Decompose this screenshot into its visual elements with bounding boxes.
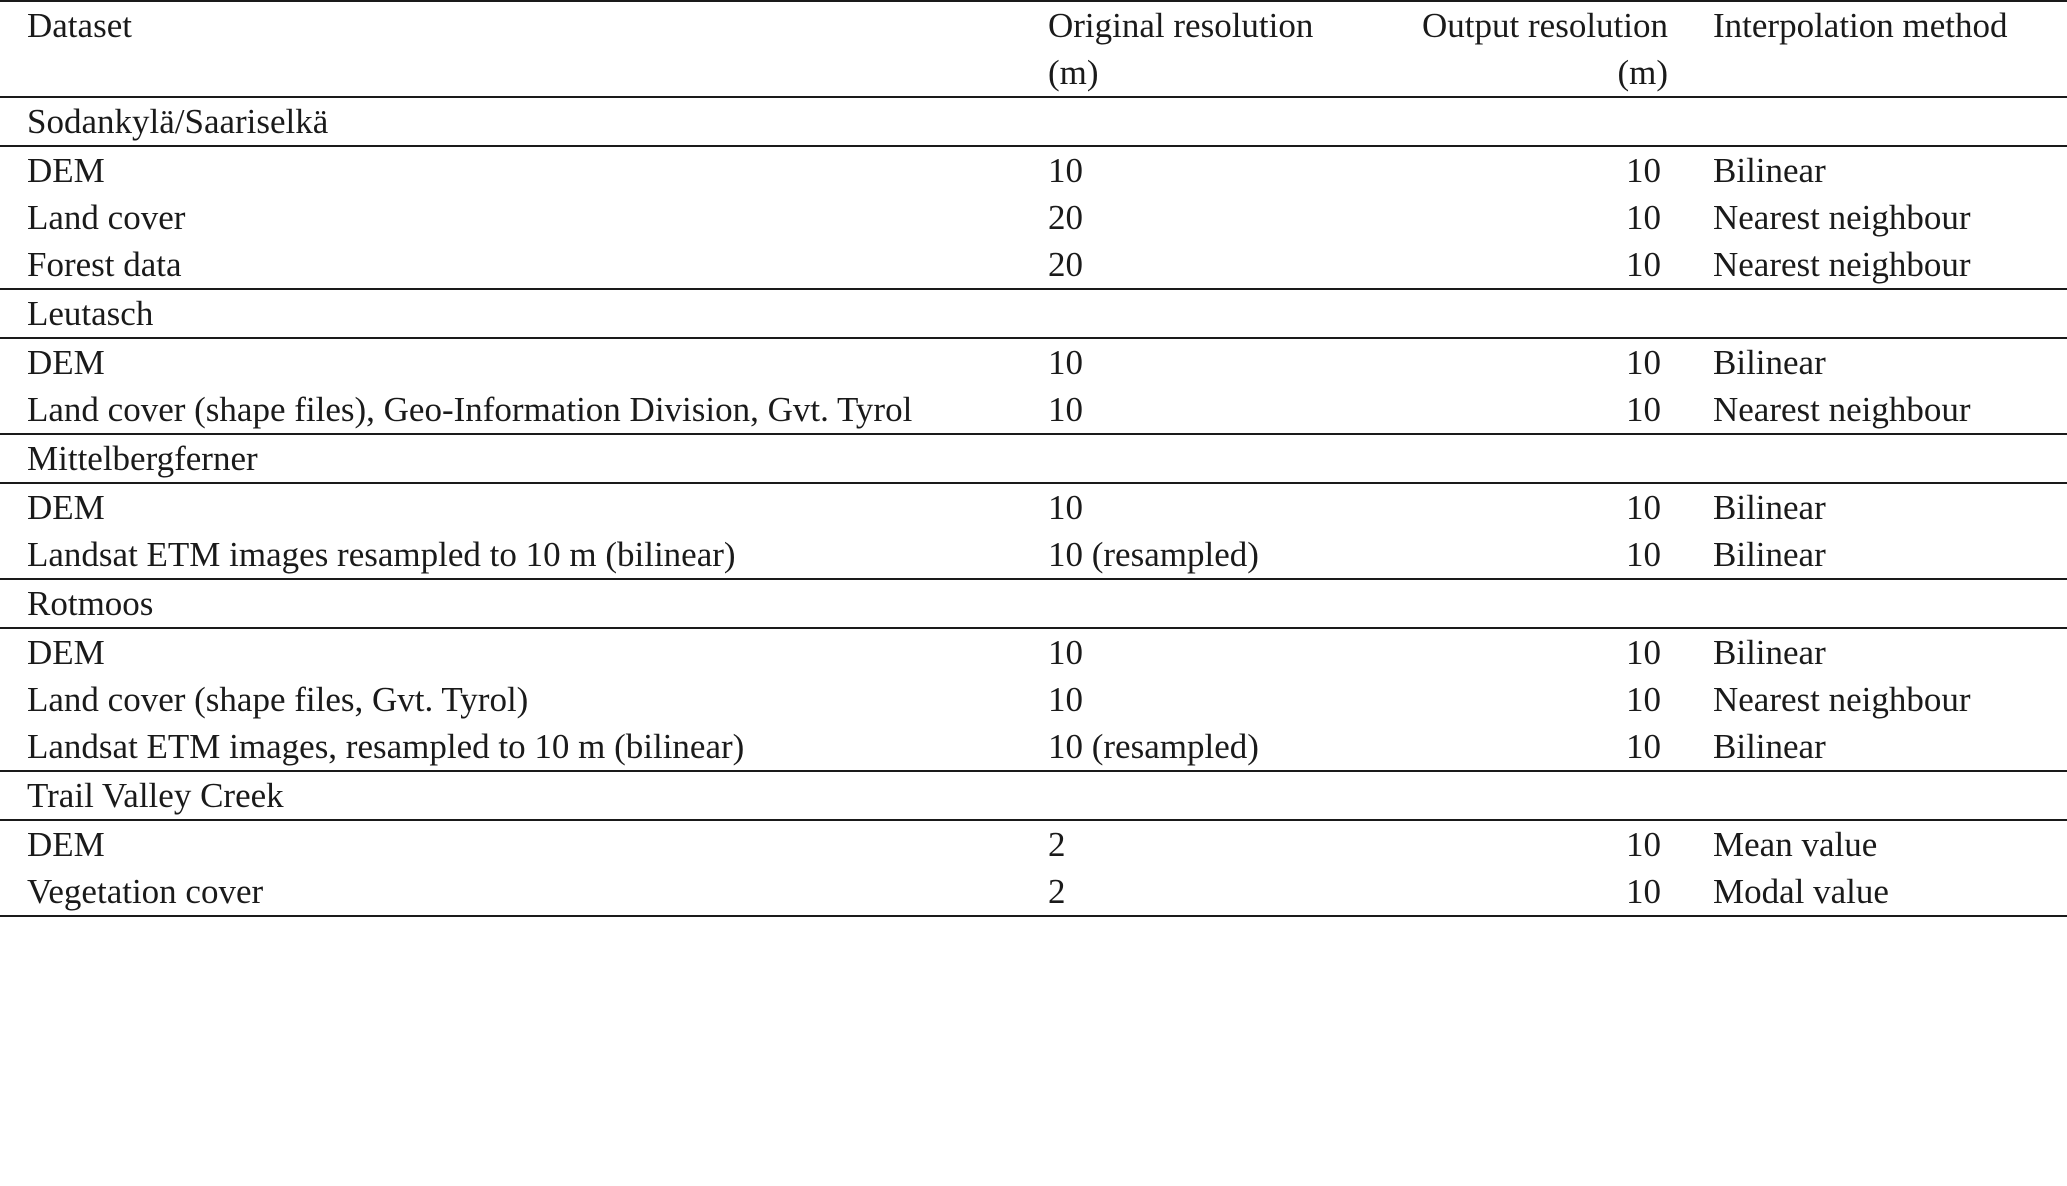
output-resolution-cell: 10 <box>1626 151 1661 190</box>
dataset-cell: Land cover <box>27 198 186 237</box>
interpolation-method-cell: Nearest neighbour <box>1713 245 1971 284</box>
group-header-row <box>0 579 2067 628</box>
table-row <box>0 628 2067 676</box>
interpolation-method-cell: Nearest neighbour <box>1713 390 1971 429</box>
original-resolution-cell: 2 <box>1048 825 1066 864</box>
header-original-resolution-text: Original resolution (m) <box>1048 6 1314 92</box>
group-header-row <box>0 434 2067 483</box>
dataset-cell: Landsat ETM images resampled to 10 m (bilinear) <box>27 535 736 574</box>
original-resolution-cell: 20 <box>1048 198 1083 237</box>
interpolation-method-cell: Bilinear <box>1713 727 1826 766</box>
interpolation-method-cell: Bilinear <box>1713 151 1826 190</box>
group-header-row <box>0 289 2067 338</box>
table-header-row <box>0 1 2067 97</box>
dataset-cell: Landsat ETM images, resampled to 10 m (bilinear) <box>27 727 745 766</box>
original-resolution-cell: 2 <box>1048 872 1066 911</box>
table-row <box>0 676 2067 723</box>
output-resolution-cell: 10 <box>1626 198 1661 237</box>
dataset-cell: DEM <box>27 343 105 382</box>
original-resolution-cell: 10 <box>1048 488 1083 527</box>
group-name: Mittelbergferner <box>27 439 258 478</box>
group-header-row <box>0 771 2067 820</box>
output-resolution-cell: 10 <box>1626 488 1661 527</box>
original-resolution-cell: 10 <box>1048 680 1083 719</box>
dataset-cell: Forest data <box>27 245 182 284</box>
output-resolution-cell: 10 <box>1626 825 1661 864</box>
dataset-cell: Vegetation cover <box>27 872 264 911</box>
group-name: Sodankylä/Saariselkä <box>27 102 329 141</box>
dataset-cell: DEM <box>27 825 105 864</box>
interpolation-method-cell: Nearest neighbour <box>1713 198 1971 237</box>
interpolation-method-cell: Bilinear <box>1713 343 1826 382</box>
table-row <box>0 338 2067 386</box>
interpolation-method-cell: Mean value <box>1713 825 1878 864</box>
dataset-cell: Land cover (shape files), Geo-Information Division, Gvt. Tyrol <box>27 390 913 429</box>
header-dataset: Dataset <box>27 6 132 45</box>
table-row <box>0 241 2067 289</box>
group-header-row <box>0 97 2067 146</box>
interpolation-method-cell: Bilinear <box>1713 535 1826 574</box>
interpolation-method-cell: Modal value <box>1713 872 1889 911</box>
original-resolution-cell: 10 (resampled) <box>1048 535 1259 574</box>
table-row <box>0 820 2067 868</box>
original-resolution-cell: 10 <box>1048 390 1083 429</box>
table-row <box>0 531 2067 579</box>
output-resolution-cell: 10 <box>1626 727 1661 766</box>
dataset-cell: DEM <box>27 151 105 190</box>
output-resolution-cell: 10 <box>1626 245 1661 284</box>
group-name: Leutasch <box>27 294 154 333</box>
table-row <box>0 146 2067 194</box>
table-row <box>0 868 2067 916</box>
table-row <box>0 723 2067 771</box>
table-row <box>0 483 2067 531</box>
dataset-cell: Land cover (shape files, Gvt. Tyrol) <box>27 680 529 719</box>
output-resolution-cell: 10 <box>1626 390 1661 429</box>
original-resolution-cell: 10 <box>1048 151 1083 190</box>
output-resolution-cell: 10 <box>1626 633 1661 672</box>
output-resolution-cell: 10 <box>1626 680 1661 719</box>
dataset-cell: DEM <box>27 488 105 527</box>
header-original-resolution <box>1048 1 1378 97</box>
output-resolution-cell: 10 <box>1626 872 1661 911</box>
header-interpolation-method: Interpolation method <box>1713 6 2008 45</box>
output-resolution-cell: 10 <box>1626 535 1661 574</box>
group-name: Trail Valley Creek <box>27 776 284 815</box>
original-resolution-cell: 20 <box>1048 245 1083 284</box>
interpolation-method-cell: Nearest neighbour <box>1713 680 1971 719</box>
interpolation-method-cell: Bilinear <box>1713 488 1826 527</box>
header-output-resolution-text: Output resolution (m) <box>1422 6 1668 92</box>
dataset-cell: DEM <box>27 633 105 672</box>
header-output-resolution <box>1378 1 1713 97</box>
interpolation-method-cell: Bilinear <box>1713 633 1826 672</box>
group-name: Rotmoos <box>27 584 154 623</box>
table-body <box>0 97 2067 916</box>
table-row <box>0 194 2067 241</box>
original-resolution-cell: 10 (resampled) <box>1048 727 1259 766</box>
output-resolution-cell: 10 <box>1626 343 1661 382</box>
original-resolution-cell: 10 <box>1048 343 1083 382</box>
original-resolution-cell: 10 <box>1048 633 1083 672</box>
table-row <box>0 386 2067 434</box>
